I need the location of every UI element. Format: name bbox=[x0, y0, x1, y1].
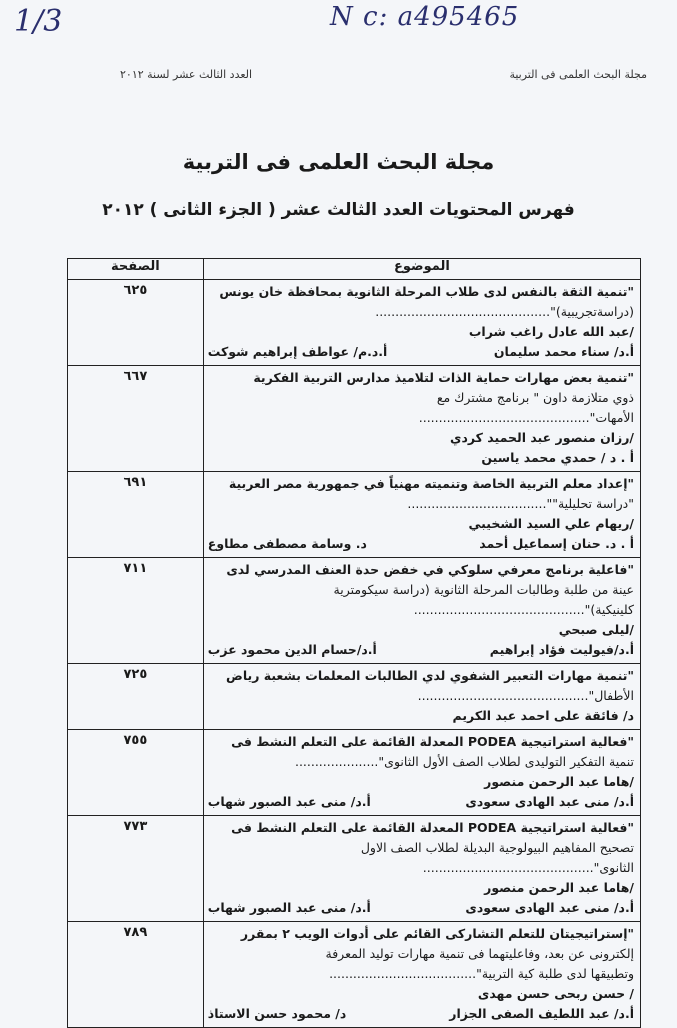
entry-authors-line bbox=[208, 322, 634, 342]
entry-topic-cell bbox=[203, 366, 640, 472]
entry-page-number: ٧٧٣ bbox=[68, 816, 204, 922]
entry-page-number: ٧٨٩ bbox=[68, 922, 204, 1028]
entry-authors-line bbox=[208, 878, 634, 898]
author-name: د/ فائقة على احمد عبد الكريم bbox=[452, 708, 634, 723]
author-name: أ.د/حسام الدين محمود عزب bbox=[207, 642, 377, 657]
entry-title-line: "إعداد معلم التربية الخاصة وتنميته مهنياً في جمهورية مصر العربية bbox=[228, 476, 634, 491]
entry-title-line: "تنمية بعض مهارات حماية الذات لتلاميذ مدارس التربية الفكرية bbox=[253, 370, 634, 385]
entry-title-line: الثانوى"........................................... bbox=[422, 860, 634, 875]
journal-title: مجلة البحث العلمى فى التربية bbox=[182, 150, 495, 174]
entry-authors-line bbox=[208, 898, 634, 918]
author-name: أ.د/ منى عبد الهادى سعودى bbox=[465, 794, 634, 809]
author-name: د/ محمود حسن الاستاذ bbox=[207, 1006, 347, 1021]
author-name: /ريهام علي السيد الشخيبي bbox=[468, 516, 634, 531]
entry-title-line: "فعالية استراتيجية PODEA المعدلة القائمة على التعلم النشط فى bbox=[231, 820, 634, 835]
entry-authors-line bbox=[208, 772, 634, 792]
author-name: أ.د/ سناء محمد سليمان bbox=[493, 344, 634, 359]
handwritten-page-marker: 1/3 bbox=[14, 4, 63, 39]
entry-topic-cell bbox=[203, 472, 640, 558]
table-row bbox=[68, 280, 641, 366]
entry-topic-cell bbox=[203, 558, 640, 664]
running-header-issue: العدد الثالث عشر لسنة ٢٠١٢ bbox=[120, 68, 253, 81]
author-name: / حسن ربحى حسن مهدى bbox=[477, 986, 634, 1001]
entry-page-number: ٧٥٥ bbox=[68, 730, 204, 816]
entry-title-line: إلكترونى عن بعد، وفاعليتهما فى تنمية مهارات توليد المعرفة bbox=[325, 946, 634, 961]
entry-authors-line bbox=[208, 706, 634, 726]
entry-authors-line bbox=[208, 792, 634, 812]
entry-title-line: الأمهات"........................................... bbox=[418, 410, 634, 425]
entry-title-line: "تنمية الثقة بالنفس لدى طلاب المرحلة الثانوية بمحافظة خان يونس bbox=[219, 284, 634, 299]
entry-title-line: (دراسةتجريبية)"............................................ bbox=[375, 304, 634, 319]
entry-title-line: ذوي متلازمة داون " برنامج مشترك مع bbox=[436, 390, 634, 405]
entry-title-line: "فعالية استراتيجية PODEA المعدلة القائمة على التعلم النشط فى bbox=[231, 734, 634, 749]
entry-topic-cell bbox=[203, 816, 640, 922]
table-row bbox=[68, 664, 641, 730]
entry-authors-line bbox=[208, 514, 634, 534]
entry-authors-line bbox=[208, 428, 634, 448]
entry-authors-line bbox=[208, 640, 634, 660]
entry-title-line: كلينيكية)"........................................... bbox=[413, 602, 634, 617]
author-name: أ.د/ منى عبد الهادى سعودى bbox=[465, 900, 634, 915]
author-name: /ليلى صبحي bbox=[558, 622, 634, 637]
author-name: أ . د. حنان إسماعيل أحمد bbox=[479, 536, 634, 551]
column-header-page: الصفحة bbox=[68, 259, 204, 280]
table-row bbox=[68, 558, 641, 664]
author-name: /عبد الله عادل راغب شراب bbox=[468, 324, 634, 339]
table-row bbox=[68, 366, 641, 472]
entry-title-line: تصحيح المفاهيم البيولوجية البديلة لطلاب الصف الاول bbox=[360, 840, 634, 855]
author-name: أ.د/ منى عبد الصبور شهاب bbox=[207, 794, 371, 809]
entry-title-line: وتطبيقها لدى طلبة كية التربية"..................................... bbox=[329, 966, 634, 981]
entry-topic-cell bbox=[203, 280, 640, 366]
author-name: أ.د.م/ عواطف إبراهيم شوكت bbox=[207, 344, 388, 359]
running-header-journal: مجلة البحث العلمى فى التربية bbox=[509, 68, 647, 81]
column-header-topic: الموضوع bbox=[203, 259, 640, 280]
table-row bbox=[68, 730, 641, 816]
entry-title-line: الأطفال"........................................... bbox=[417, 688, 634, 703]
entry-title-line: "تنمية مهارات التعبير الشفوي لدي الطالبات المعلمات بشعبة رياض bbox=[226, 668, 634, 683]
author-name: /هاما عبد الرحمن منصور bbox=[484, 774, 634, 789]
author-name: أ . د / حمدي محمد ياسين bbox=[481, 450, 634, 465]
toc-title: فهرس المحتويات العدد الثالث عشر ( الجزء الثانى ) ٢٠١٢ bbox=[102, 200, 575, 220]
entry-page-number: ٦٦٧ bbox=[68, 366, 204, 472]
entry-page-number: ٦٩١ bbox=[68, 472, 204, 558]
entry-topic-cell bbox=[203, 922, 640, 1028]
table-header-row bbox=[68, 259, 641, 280]
author-name: أ.د/فيوليت فؤاد إبراهيم bbox=[489, 642, 634, 657]
table-row bbox=[68, 922, 641, 1028]
handwritten-archive-number: N c: a495465 bbox=[330, 2, 520, 32]
entry-title-line: عينة من طلبة وطالبات المرحلة الثانوية (دراسة سيكومترية bbox=[333, 582, 634, 597]
entry-title-line: تنمية التفكير التوليدى لطلاب الصف الأول الثانوى"..................... bbox=[294, 754, 634, 769]
contents-rows bbox=[68, 280, 641, 1028]
entry-page-number: ٦٢٥ bbox=[68, 280, 204, 366]
entry-authors-line bbox=[208, 534, 634, 554]
entry-authors-line bbox=[208, 984, 634, 1004]
entry-title-line: "فاعلية برنامج معرفي سلوكي في خفض حدة العنف المدرسي لدى bbox=[226, 562, 634, 577]
entry-authors-line bbox=[208, 1004, 634, 1024]
author-name: أ.د/ منى عبد الصبور شهاب bbox=[207, 900, 371, 915]
author-name: د. وسامة مصطفى مطاوع bbox=[207, 536, 367, 551]
entry-authors-line bbox=[208, 620, 634, 640]
entry-topic-cell bbox=[203, 730, 640, 816]
entry-authors-line bbox=[208, 342, 634, 362]
entry-page-number: ٧٢٥ bbox=[68, 664, 204, 730]
author-name: /رزان منصور عبد الحميد كردي bbox=[450, 430, 634, 445]
contents-table bbox=[67, 258, 641, 1028]
entry-title-line: "دراسة تحليلية""................................... bbox=[407, 496, 634, 511]
entry-page-number: ٧١١ bbox=[68, 558, 204, 664]
author-name: /هاما عبد الرحمن منصور bbox=[484, 880, 634, 895]
author-name: أ.د/ عبد اللطيف الصفى الجزار bbox=[449, 1006, 634, 1021]
entry-title-line: "إستراتيجيتان للتعلم التشاركى القائم على أدوات الويب ٢ بمقرر bbox=[240, 926, 634, 941]
entry-topic-cell bbox=[203, 664, 640, 730]
entry-authors-line bbox=[208, 448, 634, 468]
table-row bbox=[68, 472, 641, 558]
table-row bbox=[68, 816, 641, 922]
